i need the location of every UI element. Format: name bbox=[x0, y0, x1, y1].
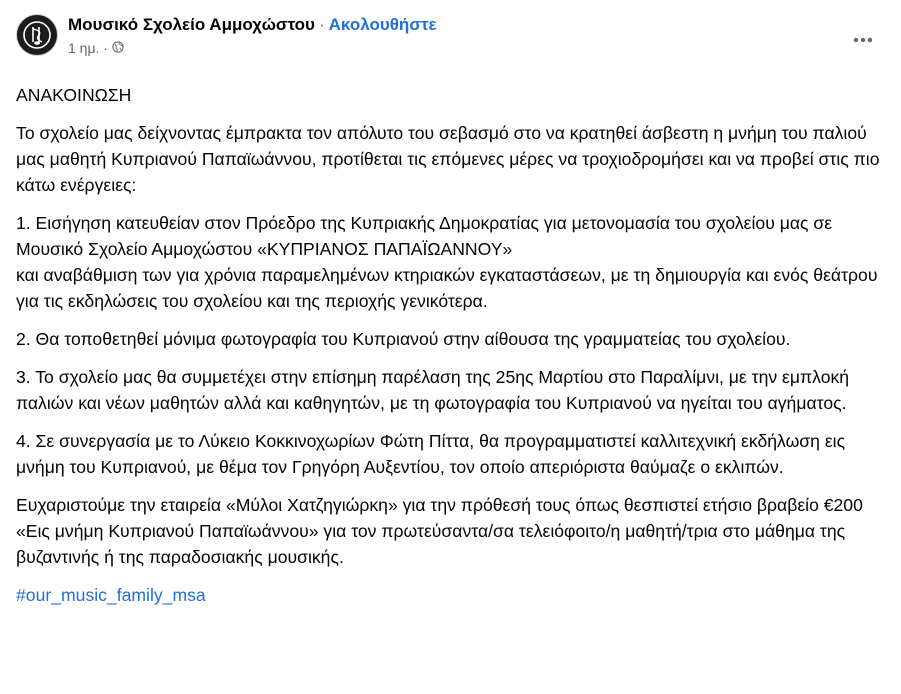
post-intro: Το σχολείο μας δείχνοντας έμπρακτα τον απόλυτο του σεβασμό στο να κρατηθεί άσβεστη η μνήμη του παλιού μας μαθητή Κυπριανού Παπαϊωάννου, προτίθεται τις επόμενες μέρες να τροχιοδρομήσει και να προβεί στις πιο κάτω ενέργειες: bbox=[16, 123, 880, 195]
post-body bbox=[16, 82, 888, 608]
page-name-link[interactable]: Μουσικό Σχολείο Αμμοχώστου bbox=[68, 15, 315, 34]
follow-button[interactable]: Ακολουθήστε bbox=[328, 15, 437, 34]
post-meta bbox=[68, 12, 437, 57]
post-thanks: Ευχαριστούμε την εταιρεία «Μύλοι Χατζηγιώρκη» για την πρόθεσή τους όπως θεσπιστεί ετήσιο βραβείο €200 «Εις μνήμη Κυπριανού Παπαϊωάννου» για τον πρωτεύσαντα/σα τελειόφοιτο/η μαθητή/τρια στο μάθημα της βυζαντινής ή της παραδοσιακής μουσικής. bbox=[16, 495, 863, 567]
globe-icon[interactable] bbox=[112, 40, 124, 56]
time-separator: · bbox=[103, 40, 109, 56]
post-hashtag-line bbox=[16, 582, 888, 608]
title-line bbox=[68, 14, 437, 36]
more-dots-icon bbox=[853, 37, 873, 43]
hashtag-link[interactable]: #our_music_family_msa bbox=[16, 585, 206, 605]
page-avatar[interactable] bbox=[16, 14, 58, 56]
title-separator: · bbox=[318, 15, 325, 34]
music-school-logo-icon bbox=[22, 20, 52, 50]
post-timestamp[interactable]: 1 ημ. bbox=[68, 40, 100, 56]
post-subline bbox=[68, 39, 437, 57]
post-item-1-line2: και αναβάθμιση των για χρόνια παραμελημένων κτηριακών εγκαταστάσεων, με τη δημιουργία και ενός θεάτρου για τις εκδηλώσεις του σχολείου και της περιοχής γενικότερα. bbox=[16, 265, 878, 311]
post-item-4: 4. Σε συνεργασία με το Λύκειο Κοκκινοχωρίων Φώτη Πίττα, θα προγραμματιστεί καλλιτεχνική εκδήλωση εις μνήμη του Κυπριανού, με θέμα τον Γρηγόρη Αυξεντίου, τον οποίο απεριόριστα θαύμαζε ο εκλιπών. bbox=[16, 431, 846, 477]
post-heading: ΑΝΑΚΟΙΝΩΣΗ bbox=[16, 85, 132, 105]
post-item-3: 3. Το σχολείο μας θα συμμετέχει στην επίσημη παρέλαση της 25ης Μαρτίου στο Παραλίμνι, με την εμπλοκή παλιών και νέων μαθητών αλλά και καθηγητών, με τη φωτογραφία του Κυπριανού να ηγείται του αγήματος. bbox=[16, 367, 850, 413]
more-options-button[interactable] bbox=[845, 22, 881, 58]
post-item-2: 2. Θα τοποθετηθεί μόνιμα φωτογραφία του Κυπριανού στην αίθουσα της γραμματείας του σχολείου. bbox=[16, 329, 791, 349]
post-header bbox=[16, 12, 885, 64]
post-item-1 bbox=[16, 210, 888, 314]
post-item-1-line1: 1. Εισήγηση κατευθείαν στον Πρόεδρο της Κυπριακής Δημοκρατίας για μετονομασία του σχολείου μας σε Μουσικό Σχολείο Αμμοχώστου «ΚΥΠΡΙΑΝΟΣ ΠΑΠΑΪΩΑΝΝΟΥ» bbox=[16, 213, 833, 259]
